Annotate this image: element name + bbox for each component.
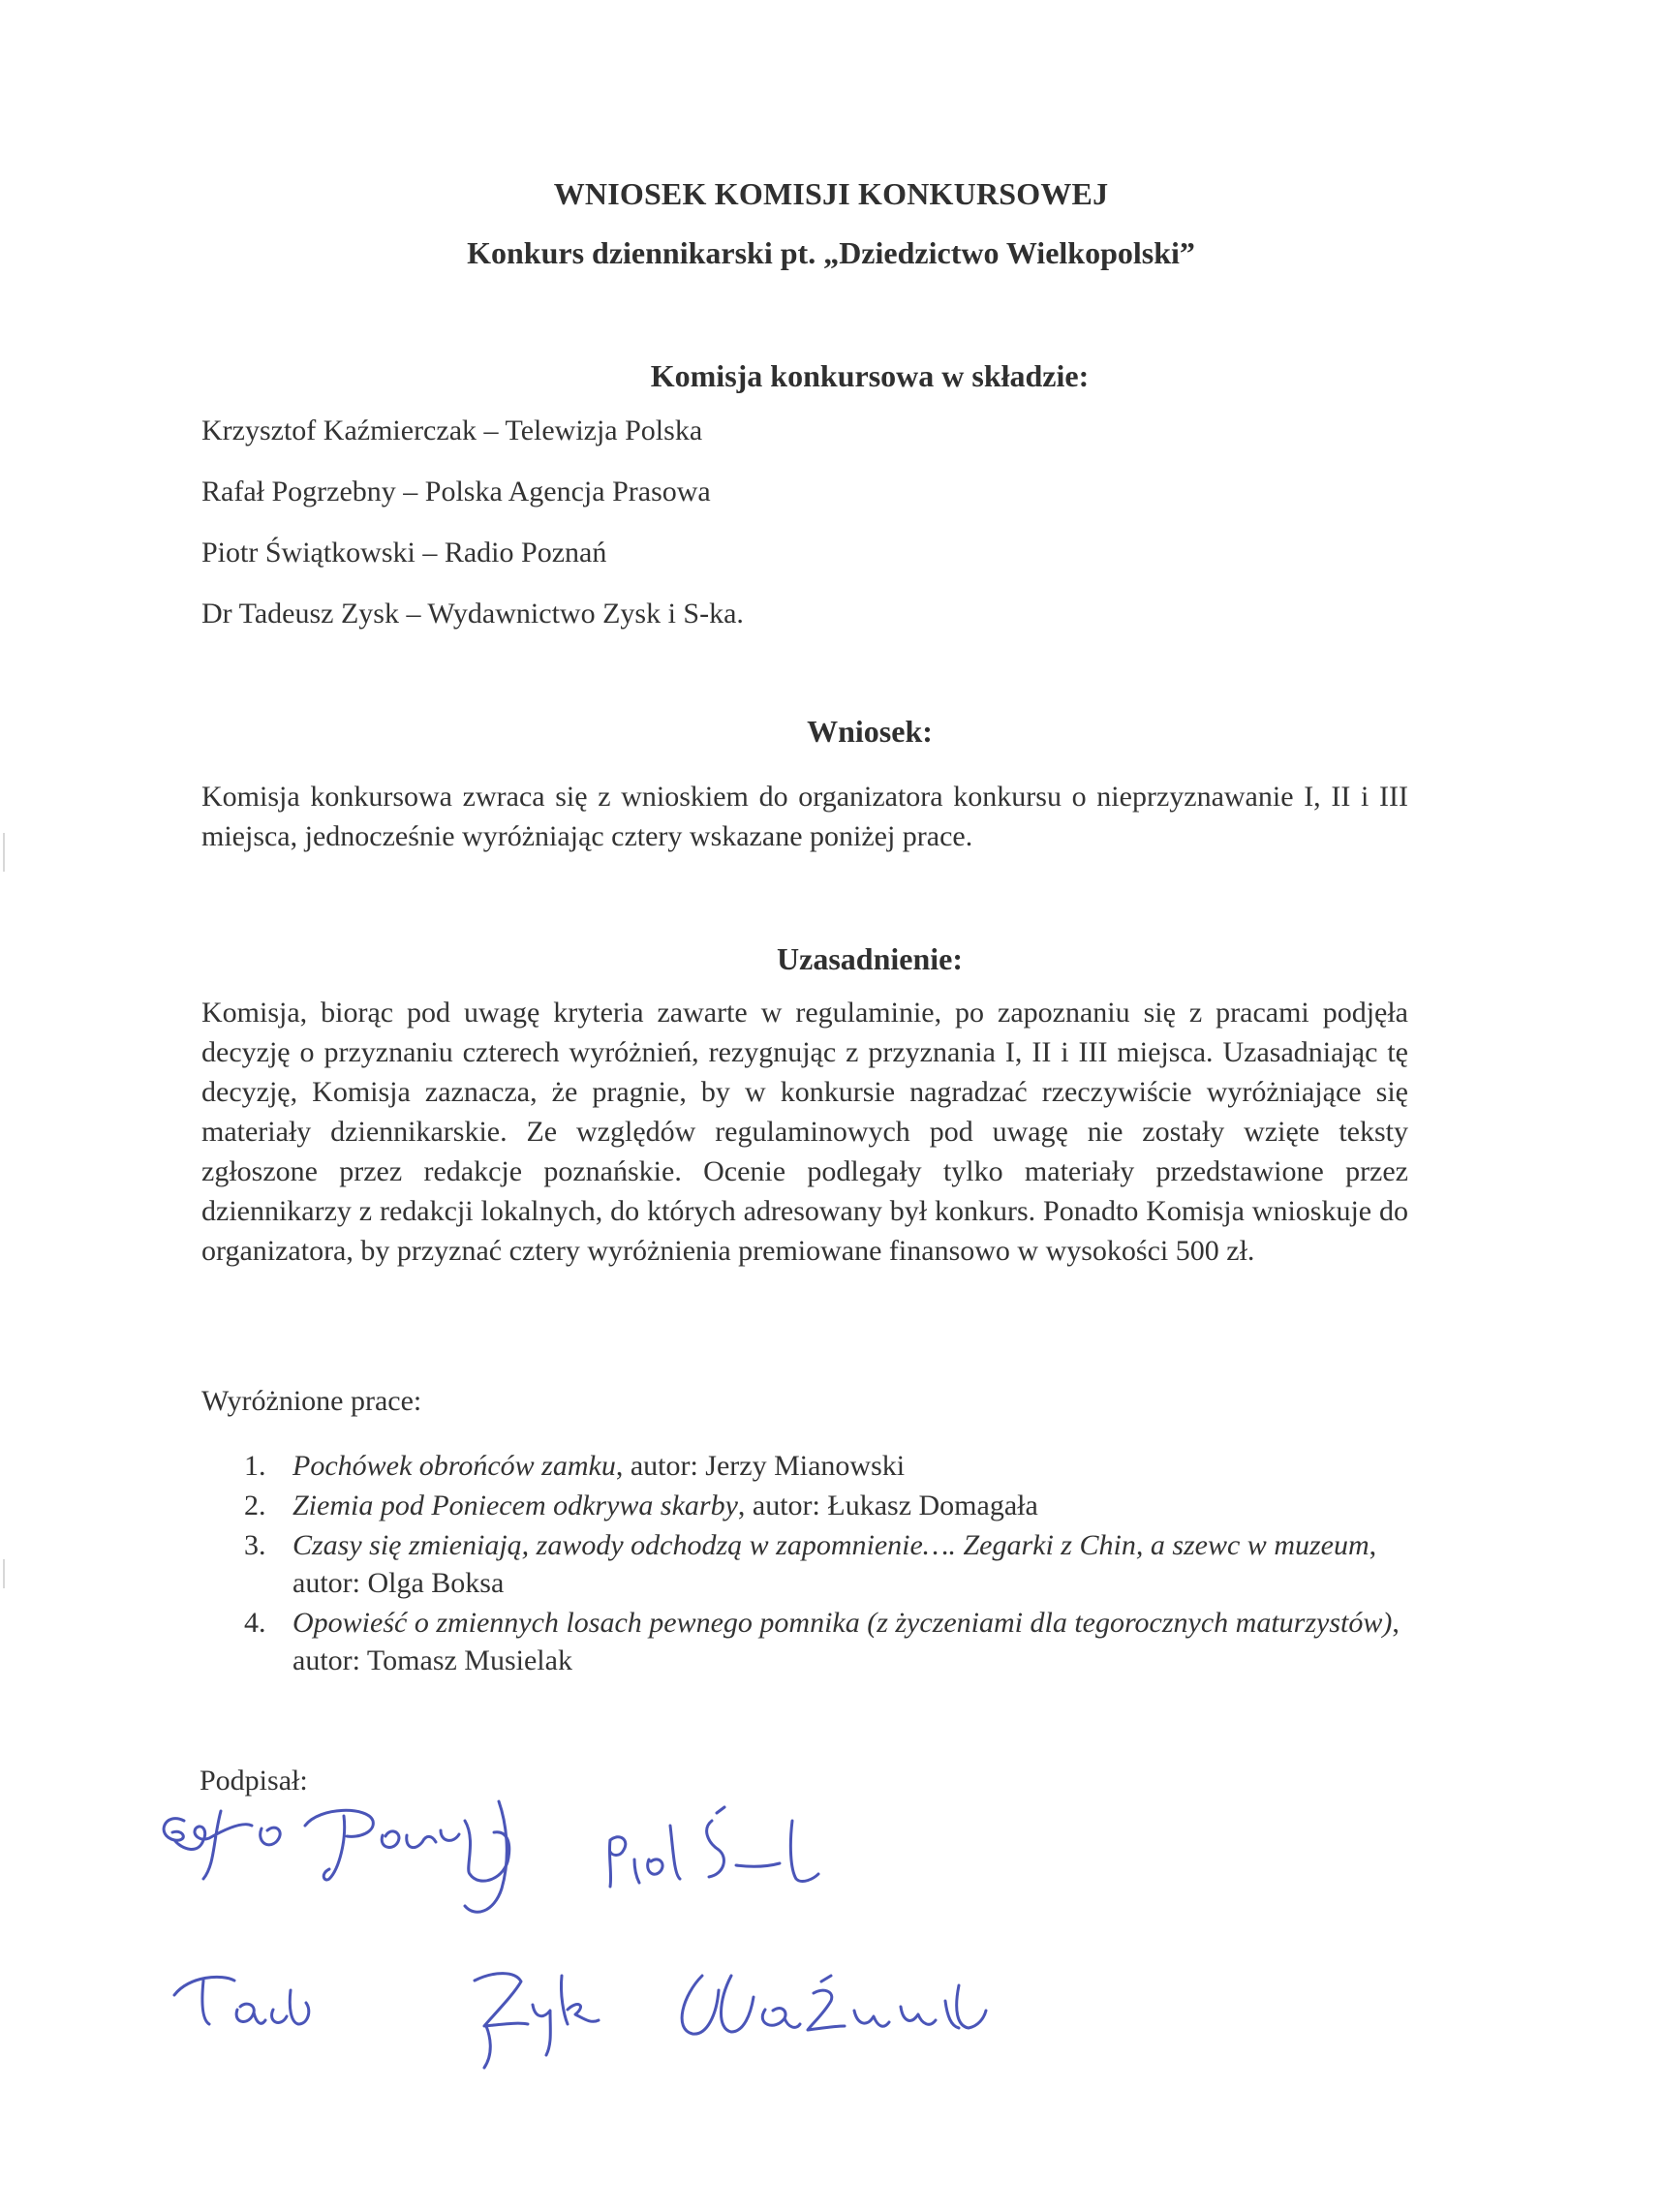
list-item-number: 3. <box>244 1529 266 1561</box>
committee-member: Piotr Świątkowski – Radio Poznań <box>201 537 607 568</box>
work-author: , autor: Tomasz Musielak <box>292 1607 1400 1676</box>
signature-swiatkowski <box>609 1807 818 1887</box>
awarded-works-list <box>231 1447 1441 1681</box>
list-item-number: 4. <box>244 1607 266 1639</box>
scan-edge-mark <box>3 1559 5 1588</box>
work-author: , autor: Olga Boksa <box>292 1529 1377 1599</box>
awarded-works-label: Wyróżnione prace: <box>201 1385 422 1417</box>
document-subtitle: Konkurs dziennikarski pt. „Dziedzictwo Wielkopolski” <box>467 235 1195 270</box>
justification-text: Komisja, biorąc pod uwagę kryteria zawarte w regulaminie, po zapoznaniu się z pracami podjęła decyzję o przyznaniu czterech wyróżnień, rezygnując z przyznania I, II i III miejsca. Uzasadniając tę decyzję, Komisja zaznacza, że pragnie, by w konkursie nagradzać rzeczywiście wyróżniające się materiały dziennikarskie. Ze względów regulaminowych pod uwagę nie zostały wzięte teksty zgłoszone przez redakcje poznańskie. Ocenie podlegały tylko materiały przedstawione przez dziennikarzy z redakcji lokalnych, do których adresowany był konkurs. Ponadto Komisja wnioskuje do organizatora, by przyznać cztery wyróżnienia premiowane finansowo w wysokości 500 zł. <box>201 997 1408 1267</box>
list-item-number: 2. <box>244 1490 266 1521</box>
scan-edge-mark <box>3 833 5 872</box>
motion-text: Komisja konkursowa zwraca się z wnioskiem do organizatora konkursu o nieprzyznawanie I, II i III miejsca, jednocześnie wyróżniając cztery wskazane poniżej prace. <box>201 781 1408 852</box>
committee-heading: Komisja konkursowa w składzie: <box>650 358 1090 393</box>
signature-pogrzebny <box>164 1801 509 1912</box>
list-item <box>231 1604 1441 1679</box>
list-item <box>231 1487 1441 1524</box>
work-title: Pochówek obrońców zamku <box>292 1450 616 1482</box>
justification-heading: Uzasadnienie: <box>777 941 963 976</box>
work-title: Ziemia pod Poniecem odkrywa skarby <box>292 1490 738 1521</box>
work-author: , autor: Jerzy Mianowski <box>615 1450 906 1482</box>
document-title: WNIOSEK KOMISJI KONKURSOWEJ <box>553 176 1109 211</box>
list-item <box>231 1447 1441 1485</box>
signed-label: Podpisał: <box>200 1765 308 1797</box>
signature-kazmierczak <box>682 1976 986 2034</box>
work-title: Czasy się zmieniają, zawody odchodzą w zapomnienie…. Zegarki z Chin, a szewc w muzeum <box>292 1529 1370 1561</box>
committee-member: Krzysztof Kaźmierczak – Telewizja Polska <box>201 415 703 446</box>
committee-member: Rafał Pogrzebny – Polska Agencja Prasowa <box>201 476 711 507</box>
motion-heading: Wniosek: <box>807 714 933 749</box>
list-item <box>231 1526 1441 1602</box>
handwritten-signatures <box>145 1782 1114 2073</box>
signature-zysk <box>174 1974 599 2068</box>
list-item-number: 1. <box>244 1450 266 1482</box>
work-author: , autor: Łukasz Domagała <box>737 1490 1038 1521</box>
committee-member: Dr Tadeusz Zysk – Wydawnictwo Zysk i S-ka. <box>201 598 744 630</box>
work-title: Opowieść o zmiennych losach pewnego pomnika (z życzeniami dla tegorocznych maturzystów) <box>292 1607 1393 1639</box>
